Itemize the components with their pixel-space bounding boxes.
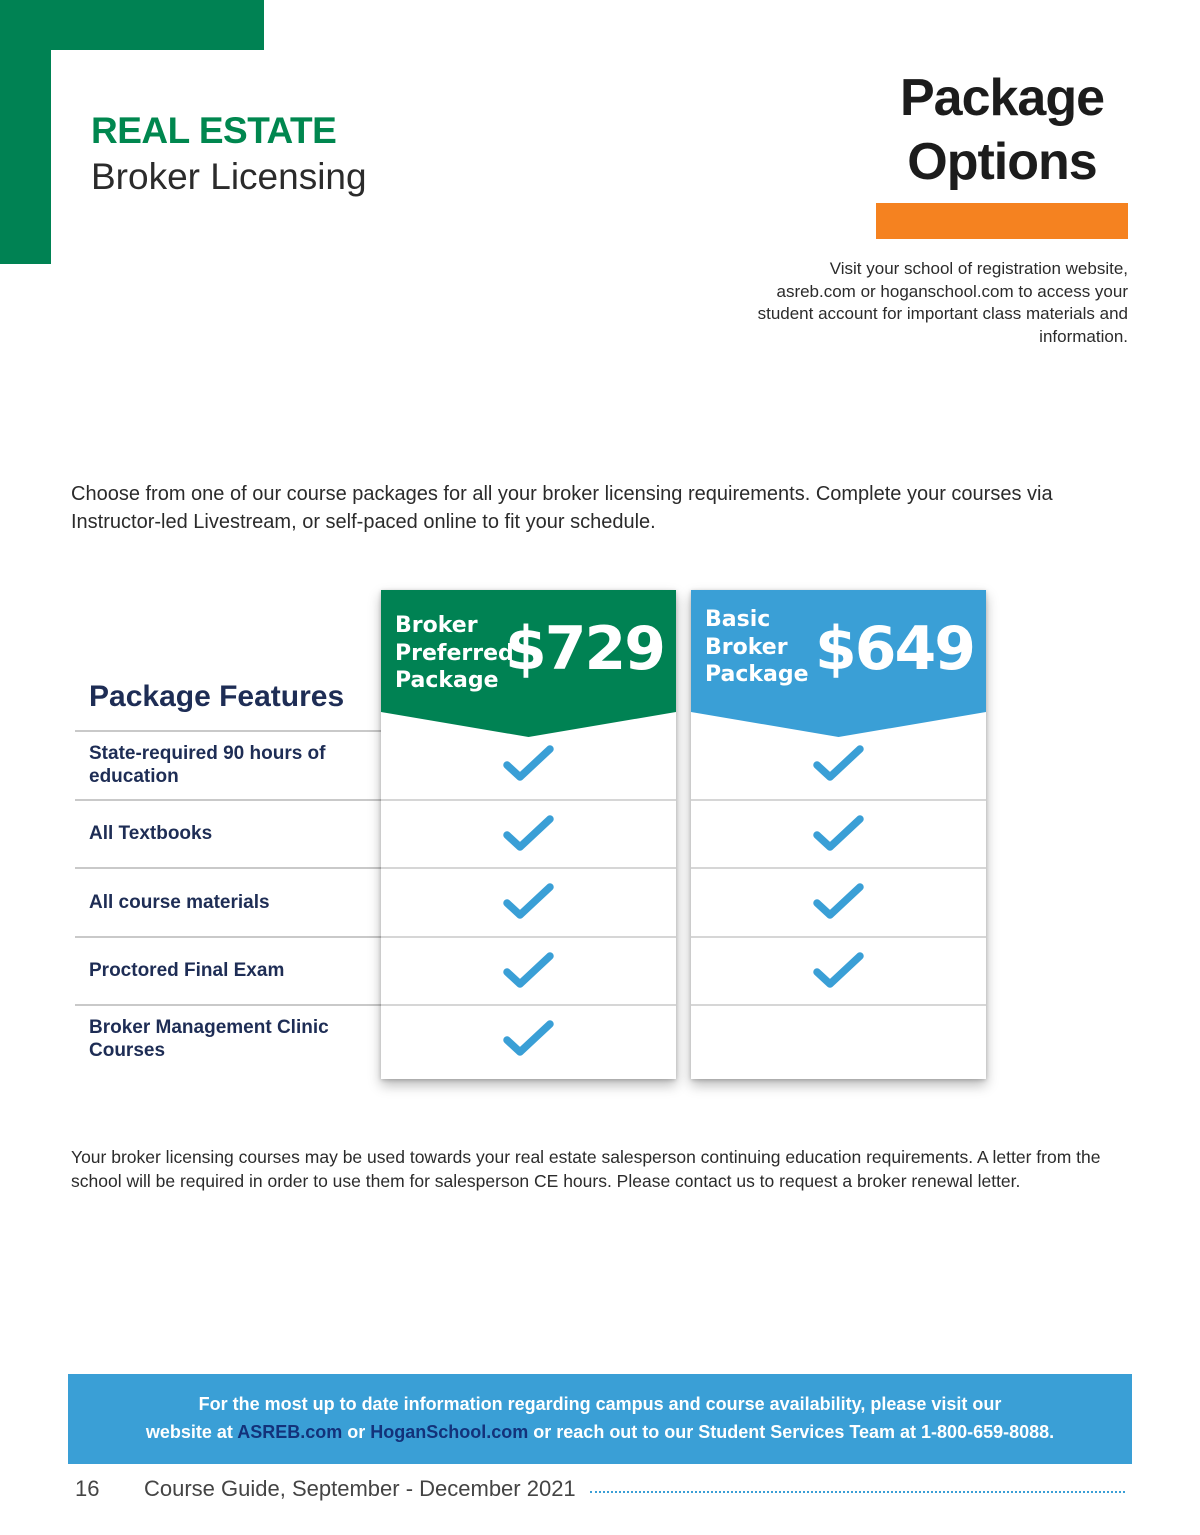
package-name-line: Preferred xyxy=(395,640,514,666)
feature-row xyxy=(75,799,381,868)
feature-row xyxy=(75,867,381,936)
package-name-line: Broker xyxy=(705,634,788,660)
package-price: $729 xyxy=(505,614,664,684)
package-price: $649 xyxy=(815,614,974,684)
package-name-line: Broker xyxy=(395,613,478,638)
package-cell xyxy=(691,799,986,868)
visit-note: Visit your school of registration website, asreb.com or hoganschool.com to access your student account for important class materials and information. xyxy=(757,259,1128,346)
package-cells xyxy=(691,730,986,1073)
feature-label: All Textbooks xyxy=(89,823,213,845)
banner-prefix: website at xyxy=(145,1421,238,1442)
check-icon xyxy=(503,1019,555,1059)
check-icon xyxy=(503,882,555,922)
package-cell xyxy=(691,730,986,799)
banner-line-2 xyxy=(68,1419,1132,1447)
check-icon xyxy=(503,744,555,784)
ce-note: Your broker licensing courses may be used towards your real estate salesperson continuing education requirements. A letter from the school will be required in order to use them for salesperson CE hours. Please contact us to request a broker renewal letter. xyxy=(71,1147,1101,1191)
corner-accent-left xyxy=(0,0,51,264)
title-accent-bar xyxy=(876,203,1128,239)
page-title-line-1: Package xyxy=(899,69,1105,127)
feature-row xyxy=(75,1004,381,1073)
package-name xyxy=(705,606,809,689)
package-cell xyxy=(381,730,676,799)
package-cell xyxy=(381,1004,676,1073)
banner-line-1: For the most up to date information regarding campus and course availability, please visit our xyxy=(198,1394,1002,1414)
package-column-preferred xyxy=(381,590,676,1079)
feature-list xyxy=(75,730,381,1073)
package-header xyxy=(691,590,986,737)
page-title-line-2: Options xyxy=(907,133,1097,191)
page-footer xyxy=(75,1475,1125,1503)
package-column-basic xyxy=(691,590,986,1079)
feature-label: Broker Management Clinic Courses xyxy=(89,1017,329,1062)
package-cell xyxy=(381,867,676,936)
feature-label: State-required 90 hours of education xyxy=(89,743,326,788)
section-subtitle: Broker Licensing xyxy=(91,156,367,197)
section-title: REAL ESTATE xyxy=(91,110,337,151)
check-icon xyxy=(503,814,555,854)
intro-paragraph: Choose from one of our course packages for all your broker licensing requirements. Complete your courses via Instructor-led Livestream, or self-paced online to fit your schedule. xyxy=(71,483,1053,533)
feature-label: All course materials xyxy=(89,891,270,913)
package-cell xyxy=(381,799,676,868)
feature-row xyxy=(75,730,381,799)
check-icon xyxy=(813,814,865,854)
package-name xyxy=(395,612,514,695)
feature-row xyxy=(75,936,381,1005)
package-name-line: Package xyxy=(705,662,809,687)
package-name-line: Basic xyxy=(705,607,771,632)
package-cell xyxy=(691,867,986,936)
features-heading: Package Features xyxy=(89,680,345,713)
package-header xyxy=(381,590,676,737)
page-number: 16 xyxy=(75,1476,100,1501)
hoganschool-link[interactable]: HoganSchool.com xyxy=(370,1421,529,1442)
package-name-line: Package xyxy=(395,668,499,693)
page-title xyxy=(876,66,1128,194)
banner-suffix: or reach out to our Student Services Team at 1-800-659-8088. xyxy=(528,1421,1055,1442)
package-cell xyxy=(691,936,986,1005)
asreb-link[interactable]: ASREB.com xyxy=(237,1421,343,1442)
banner-or: or xyxy=(342,1421,371,1442)
check-icon xyxy=(813,744,865,784)
check-icon xyxy=(813,951,865,991)
footer-divider xyxy=(590,1491,1125,1493)
feature-label: Proctored Final Exam xyxy=(89,960,285,982)
check-icon xyxy=(813,882,865,922)
check-icon xyxy=(503,951,555,991)
package-cells xyxy=(381,730,676,1073)
info-banner xyxy=(68,1374,1132,1464)
package-cell xyxy=(381,936,676,1005)
footer-title: Course Guide, September - December 2021 xyxy=(144,1476,576,1501)
package-cell xyxy=(691,1004,986,1073)
